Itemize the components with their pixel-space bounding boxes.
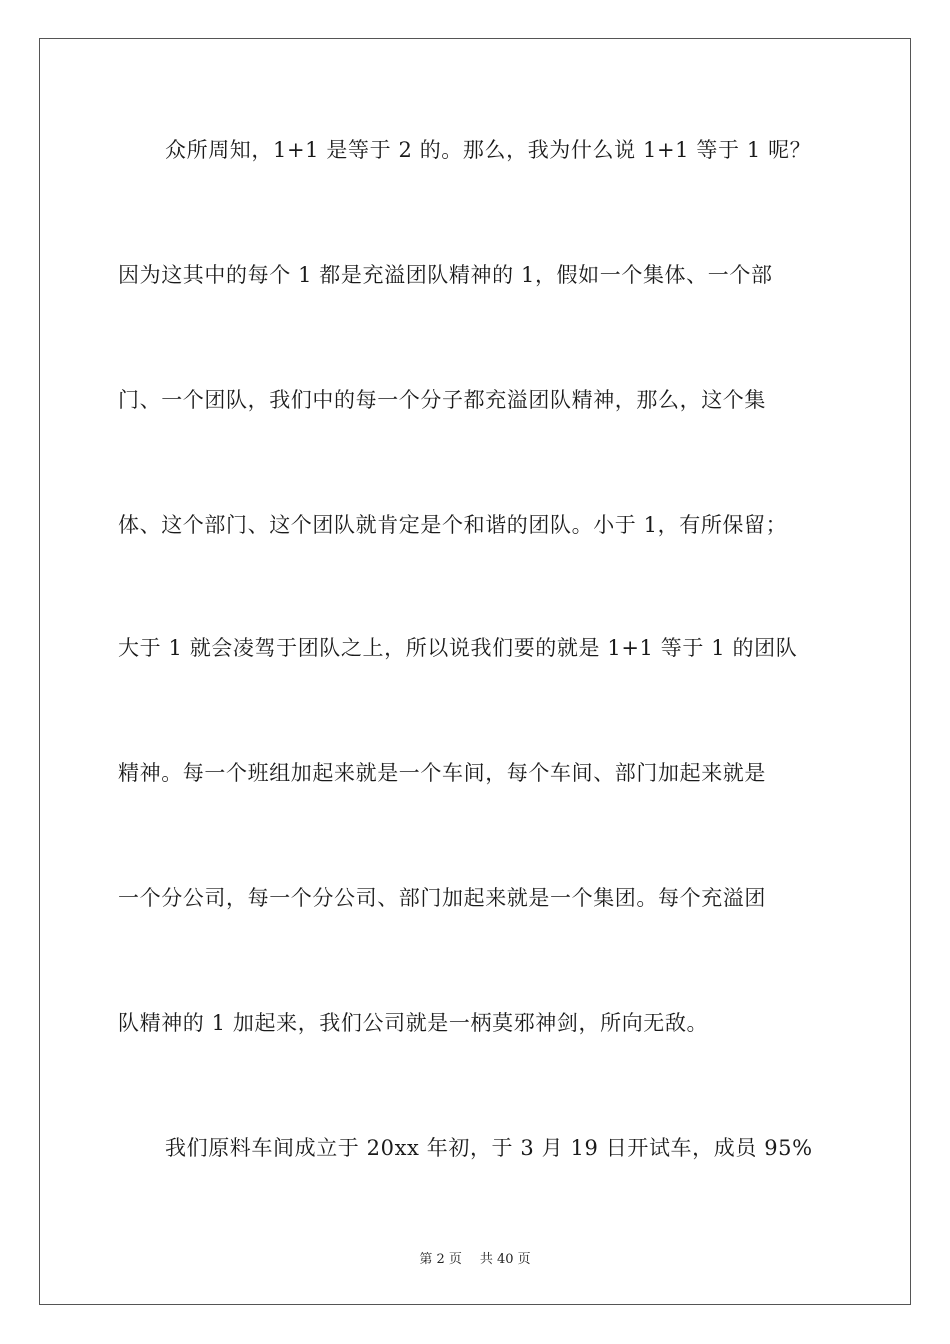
text-line-7: 一个分公司，每一个分公司、部门加起来就是一个集团。每个充溢团 <box>118 886 766 910</box>
page-border <box>39 38 911 1305</box>
page-number-total: 共 40 页 <box>479 1252 531 1267</box>
text-line-3: 门、一个团队，我们中的每一个分子都充溢团队精神，那么，这个集 <box>118 388 766 412</box>
text-line-8: 队精神的 1 加起来，我们公司就是一柄莫邪神剑，所向无敌。 <box>118 1011 709 1035</box>
text-line-1: 众所周知，1+1 是等于 2 的。那么，我为什么说 1+1 等于 1 呢？ <box>165 138 812 162</box>
text-line-4: 体、这个部门、这个团队就肯定是个和谐的团队。小于 1，有所保留； <box>118 513 788 537</box>
text-line-6: 精神。每一个班组加起来就是一个车间，每个车间、部门加起来就是 <box>118 761 766 785</box>
text-line-2: 因为这其中的每个 1 都是充溢团队精神的 1，假如一个集体、一个部 <box>118 263 773 287</box>
page-number-current: 第 2 页 <box>419 1252 462 1267</box>
page-footer <box>0 1248 950 1267</box>
text-line-5: 大于 1 就会凌驾于团队之上，所以说我们要的就是 1+1 等于 1 的团队 <box>118 636 798 660</box>
text-line-9: 我们原料车间成立于 20xx 年初，于 3 月 19 日开试车，成员 95% <box>165 1136 813 1160</box>
